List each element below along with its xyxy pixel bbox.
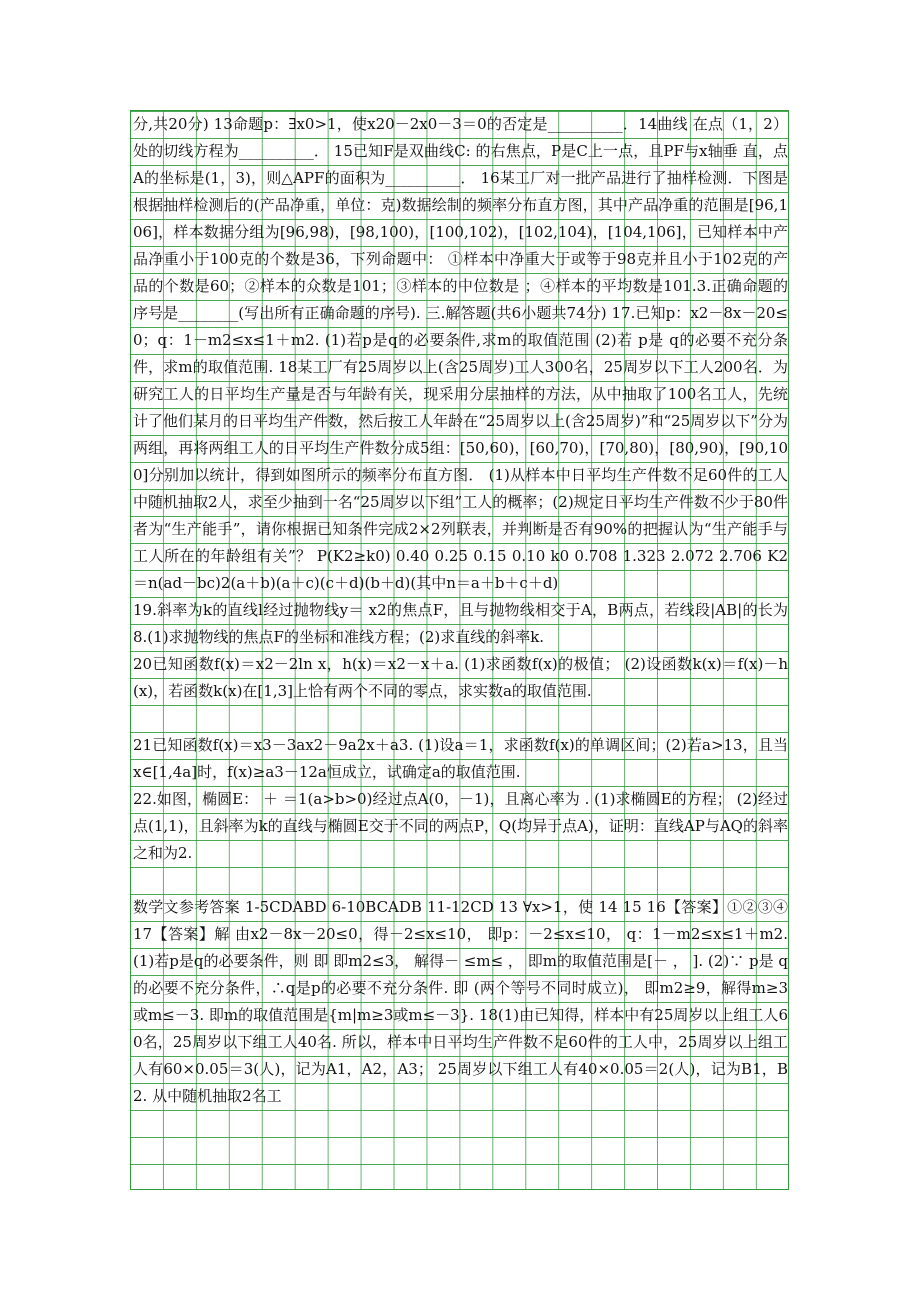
problem-20: 20已知函数f(x)＝x2－2ln x，h(x)＝x2－x＋a. (1)求函数f(x)的极值； (2)设函数k(x)＝f(x)－h(x)，若函数k(x)在[1,3]上恰有两个不同的零点，求实数a的取值范围. xyxy=(133,655,788,700)
fill-in-and-17-18: 分,共20分) 13命题p：∃x0>1，使x20－2x0－3＝0的否定是__________．14曲线 在点（1，2）处的切线方程为__________． 15已知F是双曲线C: 的右焦点，P是C上一点，且PF与x轴垂 直，点A的坐标是(1，3)，则△APF的面积为__________． 16某工厂对一批产品进行了抽样检测．下图是根据抽样检测后的(产品净重，单位：克)数据绘制的频率分布直方图，其中产品净重的范围是[96,106]，样本数据分组为[96,98)，[98,100)，[100,102)，[102,104)，[104,106]，已知样本中产品净重小于100克的个数是36，下列命题中： ①样本中净重大于或等于98克并且小于102克的产品的个数是60；②样本的众数是101；③样本的中位数是 ；④样本的平均数是101.3.正确命题的序号是________(写出所有正确命题的序号). 三.解答题(共6小题共74分) 17.已知p：x2－8x－20≤0；q：1－m2≤x≤1＋m2. (1)若p是q的必要条件,求m的取值范围 (2)若 p是 q的必要不充分条件，求m的取值范围. 18某工厂有25周岁以上(含25周岁)工人300名，25周岁以下工人200名．为研究工人的日平均生产量是否与年龄有关，现采用分层抽样的方法，从中抽取了100名工人，先统计了他们某月的日平均生产件数，然后按工人年龄在“25周岁以上(含25周岁)”和“25周岁以下”分为两组，再将两组工人的日平均生产件数分成5组：[50,60)，[60,70)，[70,80)，[80,90)，[90,100]分别加以统计，得到如图所示的频率分布直方图． (1)从样本中日平均生产件数不足60件的工人中随机抽取2人，求至少抽到一名“25周岁以下组”工人的概率；(2)规定日平均生产件数不少于80件者为“生产能手”，请你根据已知条件完成2×2列联表，并判断是否有90%的把握认为“生产能手与工人所在的年龄组有关”？ P(K2≥k0) 0.40 0.25 0.15 0.10 k0 0.708 1.323 2.072 2.706 K2＝n(ad－bc)2(a＋b)(a＋c)(c＋d)(b＋d)(其中n＝a＋b＋c＋d) xyxy=(133,115,788,592)
document-page xyxy=(130,110,789,1190)
document-text xyxy=(133,111,788,1110)
problem-21: 21已知函数f(x)＝x3－3ax2－9a2x＋a3. (1)设a＝1，求函数f(x)的单调区间；(2)若a>13，且当x∈[1,4a]时，f(x)≥a3－12a恒成立，试确定a的取值范围. xyxy=(133,736,788,781)
spacer xyxy=(133,705,788,732)
problem-22: 22.如图，椭圆E： ＋ ＝1(a>b>0)经过点A(0，－1)，且离心率为 . (1)求椭圆E的方程； (2)经过点(1,1)，且斜率为k的直线与椭圆E交于不同的两点P，Q(均异于点A)，证明：直线AP与AQ的斜率之和为2. xyxy=(133,790,788,862)
problem-19: 19.斜率为k的直线l经过抛物线y＝ x2的焦点F，且与抛物线相交于A，B两点，若线段|AB|的长为8.(1)求抛物线的焦点F的坐标和准线方程；(2)求直线的斜率k. xyxy=(133,601,788,646)
answer-key: 数学文参考答案 1-5CDABD 6-10BCADB 11-12CD 13 ∀x>1，使 14 15 16【答案】①②③④ 17【答案】解 由x2－8x－20≤0，得－2≤x≤10， 即p：－2≤x≤10， q：1－m2≤x≤1＋m2. (1)若p是q的必要条件，则 即 即m2≤3， 解得－ ≤m≤ ， 即m的取值范围是[－ ， ]. (2)∵ p是 q的必要不充分条件，∴q是p的必要不充分条件. 即 (两个等号不同时成立)， 即m2≥9，解得m≥3或m≤－3. 即m的取值范围是{m|m≥3或m≤－3}. 18(1)由已知得，样本中有25周岁以上组工人60名，25周岁以下组工人40名. 所以，样本中日平均生产件数不足60件的工人中，25周岁以上组工人有60×0.05＝3(人)，记为A1，A2，A3； 25周岁以下组工人有40×0.05＝2(人)，记为B1，B2. 从中随机抽取2名工 xyxy=(133,898,788,1105)
spacer xyxy=(133,867,788,894)
